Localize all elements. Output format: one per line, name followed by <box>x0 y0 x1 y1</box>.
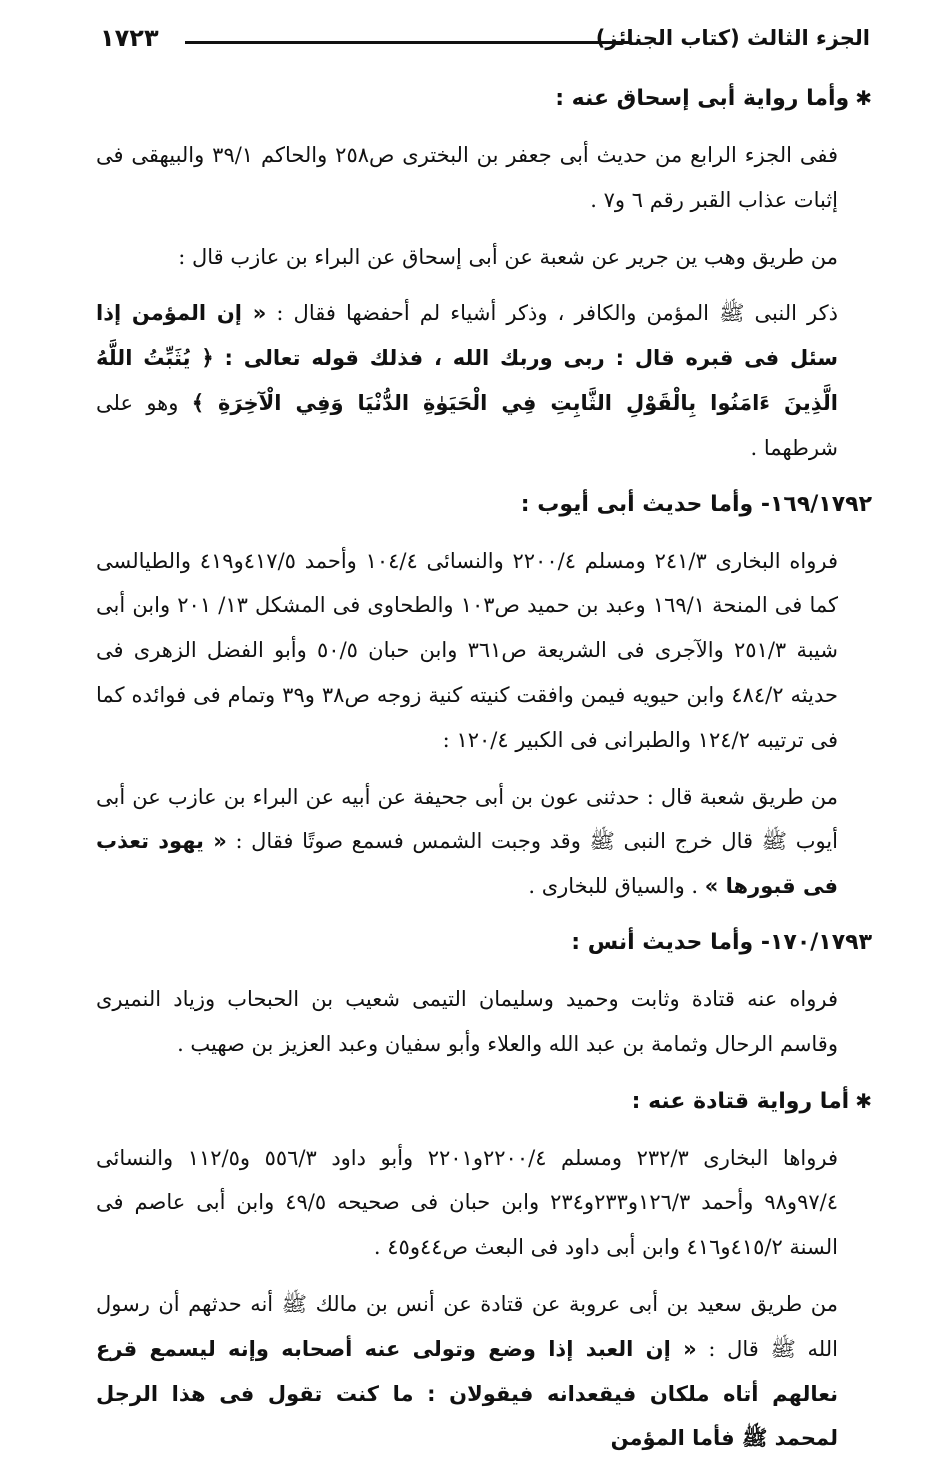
hadith-intro: ذكر النبى ﷺ المؤمن والكافر ، وذكر أشياء لم أحفضها فقال : <box>266 301 838 326</box>
section-heading-abu-ishaq <box>96 76 872 121</box>
hadith-quote: « إن المؤمن إذا سئل فى قبره قال : ربى وربك الله ، فذلك قوله تعالى : ﴿ يُثَبِّتُ اللَّهُ الَّذِينَ ءَامَنُوا بِالْقَوْلِ الثَّابِتِ فِي الْحَيَوٰةِ الدُّنْيَا وَفِي الْآخِرَةِ ﴾ <box>96 301 838 415</box>
paragraph-sources-3: فرواها البخارى ٢٣٢/٣ ومسلم ٢٢٠٠/٤و٢٢٠١ وأبو داود ٥٥٦/٣ و١١٢/٥ والنسائى ٩٧/٤و٩٨ وأحمد ١٢٦/٣و٢٣٣و٢٣٤ وابن حبان فى صحيحه ٤٩/٥ وابن أبى عاصم فى السنة ٤١٥/٢و٤١٦ وابن أبى داود فى البعث ص٤٤و٤٥ . <box>96 1145 838 1260</box>
header-rule <box>185 41 630 44</box>
paragraph-sources-2: فرواه البخارى ٢٤١/٣ ومسلم ٢٢٠٠/٤ والنسائى ١٠٤/٤ وأحمد ٤١٧/٥و٤١٩ والطيالسى كما فى المنحة ١٦٩/١ وعبد بن حميد ص١٠٣ والطحاوى فى المشكل ١٣/ ٢٠١ وابن أبى شيبة ٢٥١/٣ والآجرى فى الشريعة ص٣٦١ وابن حبان ٥٠/٥ وأبو الفضل الزهرى فى حديثه ٤٨٤/٢ وابن حيويه فيمن وافقت كنيته كنية زوجه ص٣٨ و٣٩ وتمام فى فوائده كما فى ترتيبه ١٢٤/٢ والطبرانى فى الكبير ١٢٠/٤ : <box>96 548 839 752</box>
hadith-quote: « إن العبد إذا وضع وتولى عنه أصحابه وإنه ليسمع قرع نعالهم أتاه ملكان فيقعدانه فيقولان : ما كنت تقول فى هذا الرجل لمحمد ﷺ فأما المؤمن <box>96 1336 838 1451</box>
hadith-grading: وهو على شرطهما . <box>96 390 838 460</box>
section-heading-abu-ayyub: ١٦٩/١٧٩٢- وأما حديث أبى أيوب : <box>520 491 872 517</box>
heading-text: أما رواية قتادة عنه : <box>631 1088 850 1114</box>
hadith-intro: من طريق سعيد بن أبى عروبة عن قتادة عن أنس بن مالك ﷺ أنه حدثهم أن رسول الله ﷺ قال : <box>96 1291 838 1361</box>
star-icon: ✱ <box>855 1088 872 1113</box>
page-number: ١٧٢٣ <box>100 24 159 52</box>
running-title: الجزء الثالث (كتاب الجنائز) <box>595 26 870 50</box>
page-body <box>96 76 872 1473</box>
page-header <box>100 22 870 62</box>
section-heading-anas: ١٧٠/١٧٩٣- وأما حديث أنس : <box>571 929 872 955</box>
star-icon: ✱ <box>855 86 872 110</box>
hadith-note: . والسياق للبخارى . <box>528 874 705 899</box>
paragraph-narrators: فرواه عنه قتادة وثابت وحميد وسليمان التيمى شعيب بن الحبحاب وزياد النميرى وقاسم الرحال وثمامة بن عبد الله والعلاء وأبو سفيان وعبد العزيز بن صهيب . <box>96 986 838 1056</box>
paragraph-hadith-3 <box>96 1282 872 1461</box>
paragraph-hadith-2 <box>96 775 872 909</box>
paragraph-sources-1: ففى الجزء الرابع من حديث أبى جعفر بن البخترى ص٢٥٨ والحاكم ٣٩/١ والبيهقى فى إثبات عذاب القبر رقم ٦ و٧ . <box>96 143 838 212</box>
heading-text: وأما رواية أبى إسحاق عنه : <box>555 86 850 111</box>
hadith-quote: « يهود تعذب فى قبورها » <box>96 829 838 899</box>
hadith-intro: من طريق شعبة قال : حدثنى عون بن أبى جحيفة عن أبيه عن البراء بن عازب عن أبى أيوب ﷺ قال خرج النبى ﷺ وقد وجبت الشمس فسمع صوتًا فقال : <box>96 784 838 854</box>
paragraph-chain-1: من طريق وهب ين جرير عن شعبة عن أبى إسحاق عن البراء بن عازب قال : <box>178 244 838 269</box>
paragraph-hadith-1 <box>96 291 872 470</box>
section-heading-qatada <box>96 1079 872 1124</box>
